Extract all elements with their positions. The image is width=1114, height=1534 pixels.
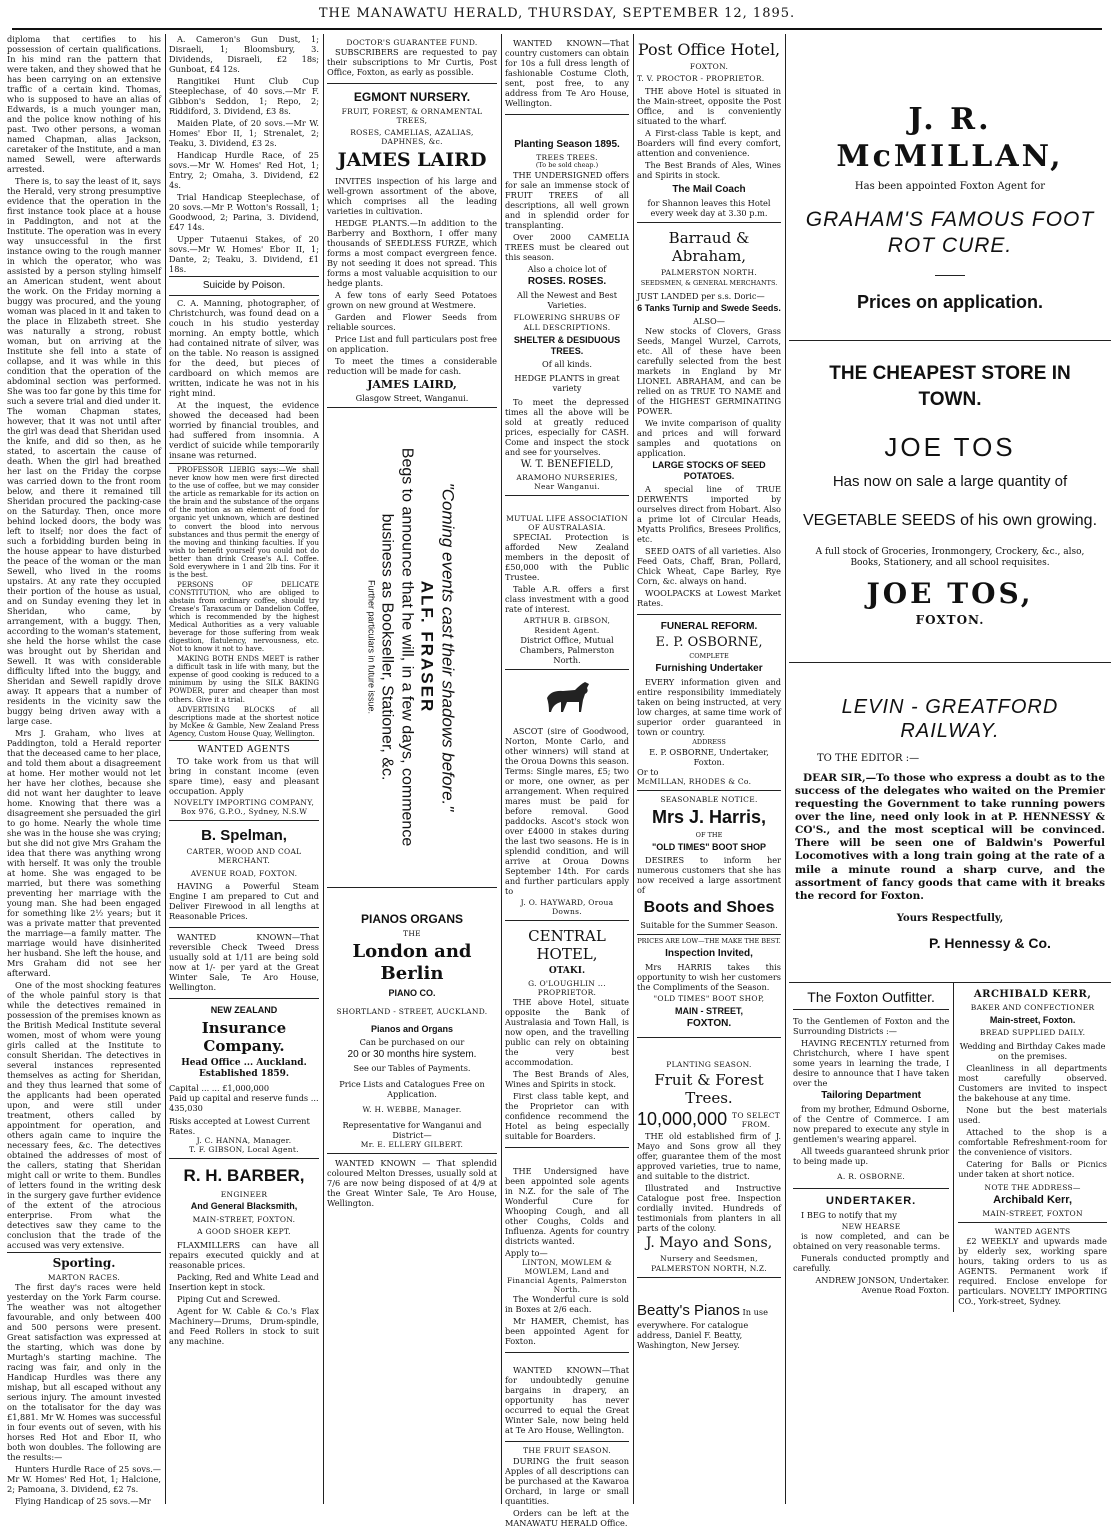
ba-body: New stocks of Clovers, Grass Seeds, Mangel Wurzel, Carrots, etc. All of these have been carefully selected from the best markets in England by Mr LIONEL ABRAHAM, and can be relied on as TRUE TO NAME and of the HIGHEST GERMINATING POWER. — [637, 325, 781, 416]
central-paragraph: The Best Brands of Ales, Wines and Spirits in stock. — [505, 1068, 629, 1089]
laird-name: JAMES LAIRD — [337, 149, 487, 172]
barber-lead: Packing, Red and White Lead and Insertion kept in stock. — [169, 1271, 319, 1292]
outfitter-ad — [789, 983, 953, 1312]
barber-shoer: A GOOD SHOER KEPT. — [197, 1227, 291, 1237]
roses-sub: All the Newest and Best Varieties. — [516, 290, 618, 311]
insurance-manager: J. C. HANNA, Manager. — [196, 1136, 292, 1146]
spelman-ad — [169, 821, 319, 928]
barber-trade: ENGINEER — [220, 1190, 268, 1200]
po-paragraph: The Best Brands of Ales, Wines and Spirits in stock. — [637, 159, 781, 180]
melton-ad — [327, 1154, 497, 1214]
inspection-body: Mrs HARRIS takes this opportunity to wish her customers the Compliments of the Season. — [637, 962, 781, 993]
funeral-address-label: ADDRESS — [692, 737, 726, 746]
column-1 — [4, 34, 164, 1504]
melton-body: WANTED KNOWN — That splendid coloured Melton Dresses, usually sold at 7/6 are now being disposed of at 4/9 at the Great Winter Sale, Te Aro House, Wellington. — [327, 1158, 497, 1209]
egmont-sub1: FRUIT, FOREST, & ORNAMENTAL TREES, — [341, 106, 483, 125]
cough-cure-ad — [505, 1148, 629, 1354]
undertaker-body: I BEG to notify that my — [801, 1209, 897, 1220]
pianos-lists: Price Lists and Catalogues Free on Application. — [339, 1078, 485, 1099]
boots-heading: Boots and Shoes — [643, 898, 775, 916]
article-paragraph: One of the most shocking features of the whole painful story is that while the detectives remained in possession of the premises known as the British Medical Institute several women, most of whom were young girls called at the Institute to consult Sheridan. The detectives in several instances represented themselves as acting for Sheridan, and they thus learned that some of the applicants had been operated upon, and were still under treatment, others called by appointment for operation, and others again came to inquire the necessary fees, &c. The detectives obtained the addresses of most of the callers, stating that Sheridan might call or write to them. Bundles of letters found in the writing desk in the surgery gave further evidence of the extent of the atrocious enterprise. From what the detectives saw they came to the conclusion that the trade of the accused was very extensive. — [7, 980, 161, 1250]
tweed-ad — [169, 928, 319, 999]
barber-body: FLAXMILLERS can have all repairs executed quickly and at reasonable prices. — [169, 1239, 319, 1270]
costume-ad — [505, 34, 629, 115]
remedy-apply: Apply to— — [505, 1247, 548, 1258]
outfitter-body: HAVING RECENTLY returned from Christchurch, where I have spent some years in learning the trade, I desire to announce that I have taken over the — [793, 1038, 950, 1089]
hennessy-signature: P. Hennessy & Co. — [929, 935, 1051, 952]
railway-letter — [789, 663, 1111, 983]
laird-signature: JAMES LAIRD, — [367, 377, 457, 391]
po-town: FOXTON. — [689, 61, 729, 71]
insurance-heading: Insurance Company. — [201, 1018, 287, 1055]
pianos-see: See our Tables of Payments. — [353, 1062, 471, 1073]
railway-body: DEAR SIR,—To those who express a doubt as to the success of the delegates who waited on the Premier requesting the Government to take running powers over the line, need only look in at P. HENNESSY & CO'S., and the most sceptical will be convinced. There will be seen one of Baldwin's Powerful Locomotives with a long train going at the rate of a mile a minute round a sharp curve, and the assortment of fancy goods that came with it breaks the record for Foxton. — [795, 771, 1105, 902]
kerr-ad — [953, 983, 1111, 1312]
kerr-bread: BREAD SUPPLIED DAILY. — [979, 1028, 1086, 1038]
remedy-body: THE Undersigned have been appointed sole agents in N.Z. for the sale of The Wonderful Cure for Whooping Cough, and all other Coughs, Colds and Influenza. Agents for country districts wanted. — [505, 1165, 629, 1246]
woolpacks-line: WOOLPACKS at Lowest Market Rates. — [637, 587, 781, 608]
funeral-or: Or to — [637, 766, 659, 777]
tweed-body: WANTED KNOWN—That reversible Check Tweed Dress usually sold at 1/11 are being sold now at 1/- per yard at the Great Winter Sale, Te Aro House, Wellington. — [169, 931, 319, 992]
ff-body: THE old established firm of J. Mayo and Sons grow all they offer, guarantee them of the most approved varieties, true to name, and suitable to the district. — [637, 1131, 781, 1182]
trees-heading: TREES TREES. — [536, 153, 598, 163]
fraser-note: Further particulars in future issue. — [367, 580, 378, 715]
mayo-sub: Nursery and Seedsmen, PALMERSTON NORTH, N.Z. — [651, 1254, 767, 1273]
sport-paragraph: Hunters Hurdle Race of 25 sovs.—Mr W. Homes' Red Hot, 1; Halcione, 2; Pamoana, 3. Dividend, £2 7s. — [7, 1463, 161, 1494]
ff-catalogue: Illustrated and Instructive Catalogue post free. Inspection cordially invited. Hundreds of testimonials from planters in all parts of the colony. — [637, 1183, 781, 1234]
barber-address: MAIN-STREET, FOXTON. — [192, 1215, 296, 1225]
joe-tos-name: JOE TOS — [884, 431, 1016, 462]
barber-name: R. H. BARBER, — [183, 1166, 305, 1186]
race-result: Rangitikei Hunt Club Cup Steeplechase, of 40 sovs.—Mr F. Gibbon's Seddon, 1; Repo, 2; Riddiford, 3. Dividend, £3 8s. — [169, 76, 319, 116]
insurance-ad — [169, 999, 319, 1160]
spelman-body: HAVING a Powerful Steam Engine I am prepared to Cut and Deliver Firewood in all lengths at Reasonable Prices. — [169, 880, 319, 921]
pianos-rep: Representative for Wanganui and District— — [342, 1119, 482, 1140]
insurance-established: Established 1859. — [199, 1069, 289, 1080]
pianos-the: THE — [403, 928, 421, 938]
laird-paragraph: Garden and Flower Seeds from reliable sources. — [327, 311, 497, 332]
harris-street: MAIN - STREET, — [674, 1005, 743, 1016]
beatty-body: In use everywhere. For catalogue address, Daniel F. Beatty, Washington, New Jersey. — [637, 1306, 768, 1351]
coach-body: for Shannon leaves this Hotel every week day at 3.30 p.m. — [647, 197, 771, 218]
pianos-purchase: Can be purchased on our — [359, 1036, 465, 1047]
roses-heading: ROSES. ROSES. — [527, 276, 607, 288]
race-result: A. Cameron's Gun Dust, 1; Disraeli, 1; Bloomsbury, 3. Dividends, Disraeli, £2 18s; Gunboat, £4 12s. — [169, 34, 319, 74]
beatty-heading: Beatty's Pianos — [637, 1301, 740, 1319]
depressed-line: To meet the depressed times all the above will be sold at greatly reduced prices, especially for CASH. Come and inspect the stock and see for yourselves. — [505, 396, 629, 457]
insurance-nz: NEW ZEALAND — [210, 1004, 278, 1015]
barraud-abraham-ad — [637, 223, 781, 615]
kerr-street: Main-street, Foxton. — [989, 1014, 1076, 1025]
funeral-trade: Furnishing Undertaker — [655, 662, 763, 674]
central-town: OTAKI. — [548, 965, 586, 976]
ba-landed: JUST LANDED per s.s. Doric— — [637, 290, 765, 301]
kerr-note: NOTE THE ADDRESS— — [984, 1182, 1081, 1192]
central-hotel-ad — [505, 921, 629, 1148]
masthead — [0, 6, 1114, 36]
yours-respectfully: Yours Respectfully, — [896, 912, 1004, 924]
fraser-quote: "Coming events cast their shadows before." — [438, 483, 458, 812]
sporting-heading: Sporting. — [7, 1252, 161, 1271]
ba-also: ALSO— — [693, 315, 725, 326]
race-result: Maiden Plate, of 20 sovs.—Mr W. Homes' Ebor II, 1; Strenalet, 2; Teaku, 3. Dividend, £3 2s. — [169, 118, 319, 148]
harris-name: Mrs J. Harris, — [651, 806, 767, 827]
central-heading: CENTRAL HOTEL, — [528, 926, 606, 964]
undertaker-heading: UNDERTAKER. — [825, 1194, 917, 1207]
funeral-body: EVERY information given and entire responsibility immediately taken on being instructed, at very low charges, at same time work of superior order guaranteed in town or country. — [637, 676, 781, 737]
central-paragraph: THE above Hotel, situate opposite the Bank of Australasia and Town Hall, is now open, and the travelling public can rely on obtaining the very best accommodation. — [505, 996, 629, 1067]
kerr-cakes: Wedding and Birthday Cakes made on the premises. — [959, 1040, 1106, 1061]
tailoring-department: Tailoring Department — [821, 1090, 922, 1102]
column-4 — [502, 34, 632, 1528]
egmont-heading: EGMONT NURSERY. — [353, 90, 471, 105]
masthead-title: THE MANAWATU HERALD, THURSDAY, SEPTEMBER 12, 1895. — [318, 6, 796, 21]
remedy-signature: LINTON, MOWLEM & MOWLEM, Land and Financial Agents, Palmerston North. — [506, 1257, 628, 1295]
harris-body: DESIRES to inform her numerous customers that she has now received a large assortment of — [637, 854, 781, 895]
harris-town: FOXTON. — [686, 1018, 732, 1030]
potato-body: A special line of TRUE DERWENTS imported by ourselves direct from Hobart. Also a prime lot of Circular Heads, Myatts Prolifics, Bresees Prolifics, etc. — [637, 483, 781, 544]
boots-sub: Suitable for the Summer Season. — [640, 920, 778, 931]
joe-tos-ad — [789, 341, 1111, 663]
wanted-agents-body-2: £2 WEEKLY and upwards made by elderly sex, working spare hours, taking orders to us as AGENTS. Permanent work if required. Enclose envelope for particulars. NOVELTY IMPORTING CO., York-street, Sydney. — [958, 1236, 1107, 1307]
graham-cure: GRAHAM'S FAMOUS FOOT ROT CURE. — [805, 208, 1095, 257]
pianos-heading: PIANOS ORGANS — [360, 911, 463, 926]
mcmillan-name: J. R. McMILLAN, — [836, 102, 1064, 174]
column-2 — [166, 34, 322, 1504]
wanted-agents-heading: WANTED AGENTS — [197, 744, 291, 755]
camelia-line: Over 2000 CAMELIA TREES must be cleared out this season. — [505, 232, 629, 263]
coffee-notices — [169, 463, 319, 738]
marton-races-heading: MARTON RACES. — [47, 1272, 121, 1282]
coach-heading: The Mail Coach — [672, 183, 746, 195]
kerr-heading: ARCHIBALD KERR, — [973, 989, 1092, 1001]
fraser-body: Begs to announce that he will, in a few days, commence business as Bookseller, Stationer, &c. — [378, 448, 416, 847]
doctors-fund-ad — [327, 34, 497, 84]
mutual-signature: ARTHUR B. GIBSON, Resident Agent. — [523, 616, 611, 635]
wanted-agents-ad — [169, 740, 319, 821]
kerr-signature-address: MAIN-STREET, FOXTON — [958, 1209, 1107, 1223]
choice-line: Also a choice lot of — [527, 264, 607, 275]
pianos-rep-name: Mr. E. ELLERY GILBERT. — [360, 1139, 464, 1149]
planting-heading: Planting Season 1895. — [514, 139, 620, 150]
planting-season: PLANTING SEASON. — [666, 1059, 752, 1069]
column-6 — [786, 34, 1114, 1504]
pianos-co: PIANO CO. — [388, 987, 436, 998]
insurance-agent: T. F. GIBSON, Local Agent. — [189, 1145, 299, 1155]
shelter-sub: Of all kinds. — [542, 358, 592, 369]
ba-trade: SEEDSMEN, & GENERAL MERCHANTS. — [640, 278, 778, 287]
laird-paragraph: To meet the times a considerable reduction will be made for cash. — [327, 355, 497, 376]
suicide-paragraph: C. A. Manning, photographer, of Christchurch, was found dead on a couch in his studio yesterday morning. An empty bottle, which had contained nitrate of silver, was on the table. No reason is assigned for the deed, but pieces of cardboard on which memos are written, indicate he was not in his right mind. — [169, 298, 319, 399]
insurance-rates: Risks accepted at Lowest Current Rates. — [169, 1116, 310, 1137]
ff-heading: Fruit & Forest Trees. — [654, 1070, 764, 1108]
pianos-terms: 20 or 30 months hire system. — [347, 1048, 477, 1060]
fund-body: SUBSCRIBERS are requested to pay their subscriptions to Mr Curtis, Post Office, Foxton, as early as possible. — [327, 47, 497, 78]
kerr-clean: Cleanliness in all departments most carefully observed. Customers are invited to inspect the bakehouse at any time. — [958, 1062, 1107, 1103]
egmont-nursery-ad — [327, 84, 497, 408]
fruit-body: DURING the fruit season Apples of all descriptions can be purchased at the Kawaroa Orchard, in large or small quantities. — [505, 1455, 629, 1506]
outfitter-tweeds: All tweeds guaranteed shrunk prior to being made up. — [793, 1146, 950, 1167]
seasonable-notice: SEASONABLE NOTICE. — [660, 794, 758, 804]
harris-of: OF THE — [695, 830, 723, 839]
trees-note: (To be sold cheap.) — [535, 161, 599, 170]
costume-body: WANTED KNOWN—That country customers can obtain for 10s a full dress length of fashionable Costume Cloth, sent, post free, to any address from Te Aro House, Wellington. — [505, 38, 629, 108]
barber-ad — [169, 1159, 319, 1351]
sport-paragraph: The first day's races were held yesterday on the York Farm course. The weather was not altogether favourable, and only between 400 and 500 persons were present. Great satisfaction was expressed at the starting, which was done by Murtagh's starting machine. The racing was fair, and only in the Handicap Hurdles was there any mishap, but all escaped without any serious injury. The amount invested on the totalisator for the day was £1,881. Mr W. Homes was successful in four events out of seven, with his horses Red Hot and Ebor II, who both won doubles. The following are the results:— — [7, 1281, 161, 1462]
pianos-sub: Pianos and Organs — [370, 1023, 454, 1034]
outfitter-signature: A. R. OSBORNE. — [793, 1172, 949, 1188]
remedy-agent: Mr HAMER, Chemist, has been appointed Agent for Foxton. — [505, 1316, 629, 1347]
kerr-cater: Catering for Balls or Picnics under taken at short notice. — [958, 1158, 1107, 1179]
pianos-name: London and Berlin — [352, 940, 472, 984]
ba-invite: We invite comparison of quality and prices and will forward samples and quotations on application. — [637, 417, 781, 458]
mutual-life-ad — [505, 496, 629, 670]
bottom-ads — [789, 983, 1111, 1312]
ascot-body: ASCOT (sire of Goodwood, Norton, Monte Carlo, and other winners) will stand at the Oroua Downs this season. Terms: Single mares, £5; two or more, one owner, as per arrangement. When required mares must be paid for before removal. Good paddocks. Ascot's stock won over £4000 in stakes during the last two seasons. He is in splendid condition, and will arrive at Oroua Downs September 14th. For cards and further particulars apply to — [505, 725, 629, 896]
mcmillan-ad — [789, 34, 1111, 341]
po-heading: Post Office Hotel, — [637, 40, 781, 59]
central-paragraph: First class table kept, and the Proprietor can with confidence recommend the Hotel as being especially suitable for Boarders. — [505, 1090, 629, 1141]
funeral-reform-ad — [637, 615, 781, 791]
laird-paragraph: Price List and full particulars post free on application. — [327, 333, 497, 354]
joe-tos-signature: JOE TOS, — [866, 576, 1034, 610]
spelman-trade: CARTER, WOOD AND COAL MERCHANT. — [186, 847, 302, 866]
notice-paragraph: PROFESSOR LIEBIG says:—We shall never know how men were first directed to the use of coffee, but we may consider the article as remarkable for its action on the brain and the substance of the organs of the motion as an element of food for organic yet unknown, which are destined to convert the blood into nervous substances and thus permit the energy of the moving and thinking faculties. If you wish to benefit yourself you could not do better than drink Crease's A.I. Coffee. Sold everywhere in 1 and 2lb tins. For it is the best. — [169, 466, 319, 579]
shrubs-line: FLOWERING SHRUBS OF ALL DESCRIPTIONS. — [513, 313, 621, 332]
barber-sub: And General Blacksmith, — [190, 1201, 298, 1212]
divider — [935, 275, 965, 276]
sport-paragraph: Flying Handicap of 25 sovs.—Mr — [15, 1495, 151, 1506]
ff-select: TO SELECT FROM. — [732, 1111, 781, 1130]
article-paragraph: There is, to say the least of it, says the Herald, very strong presumptive evidence that the operation in the first instance took place at a house in Paddington, and not at the Institute. The operation was in every way unsuccessful in the first instance owing to the rough manner in which the operator, who was assisted by a person styling himself an American student, went about the work. On the Friday morning a buggy was procured, and the young woman was placed in it and taken to the place in Elizabeth street. She was naturally a strong, robust woman, but on arriving at the Institute she fell into a state of collapse, and it was while in this condition that the operation of the abdominal section was performed. She was too far gone by this time for such a severe trial and died under it. The woman Chapman states, however, that it was not until after the girl was dead that Sheridan used the knife, and did so then, as he stated, to ascertain the cause of death. When the girl had breathed her last on the Friday the corpse was carried down to the front room below, and there it remained till Sheridan procured the packing-case on the Saturday. Then, once more behind locked doors, the body was left to itself; nor does the fact of such a forbidding burden being in the house appear to have disturbed the peace of the woman or the man Sewell, who lived in the rooms upstairs. At any rate they occupied their portion of the house as usual, and on Sunday evening they let in Sheridan, who came, by arrangement, with a buggy. Then, according to the woman's statement, she held the horse whilst the case was brought out by Sheridan and Sewell. It was with considerable difficulty lifted into the buggy, and Sheridan and Sewell rapidly drove away. It appears that a number of residents in the vicinity saw the buggy being driven away with a large case. — [7, 176, 161, 726]
notice-paragraph: ADVERTISING BLOCKS of all descriptions made at the shortest notice by McKee & Gamble, New Zealand Press Agency, Custom House Quay, Wellington. — [169, 705, 319, 738]
po-paragraph: A First-class Table is kept, and Boarders will find every comfort, attention and convenience. — [637, 127, 781, 158]
race-result: Upper Tutaenui Stakes, of 20 sovs.—Mr W. Homes' Ebor II, 1; Dante, 2; Teaku, 3. Dividend, £1 18s. — [169, 234, 319, 274]
joe-tos-stock: A full stock of Groceries, Ironmongery, Crockery, &c., also, Books, Stationery, and all school requisites. — [815, 546, 1085, 568]
suicide-paragraph: At the inquest, the evidence showed the deceased had been worried by financial troubles, and had suffered from insomnia. A verdict of suicide while temporarily insane was returned. — [169, 400, 319, 461]
ba-town: PALMERSTON NORTH. — [660, 267, 758, 277]
central-proprietor: G. O'LOUGHLIN ... PROPRIETOR. — [528, 978, 606, 997]
race-result: Trial Handicap Steeplechase, of 20 sovs.—Mr P. Wotton's Rossall, 1; Goodwood, 2; Parina, 3. Dividend, £47 14s. — [169, 192, 319, 232]
kerr-trade: BAKER AND CONFECTIONER — [970, 1003, 1095, 1013]
hedge-line: HEDGE PLANTS in great variety — [514, 372, 620, 393]
benefield-name: W. T. BENEFIELD, — [520, 458, 614, 470]
fruit-heading: THE FRUIT SEASON. — [523, 1446, 611, 1456]
mutual-table: Table A.R. offers a first class investment with a good rate of interest. — [505, 584, 629, 615]
ba-heading: Barraud & Abraham, — [668, 228, 750, 266]
laird-paragraph: HEDGE PLANTS.—In addition to the Barberry and Boxthorn, I offer many thousands of SEEDLESS FURZE, which forms a most compact evergreen fence. By not seeding it does not spread. This forms a most valuable acquisition to our hedge plants. — [327, 217, 497, 288]
ff-count-row — [637, 1109, 781, 1131]
railway-heading: LEVIN - GREATFORD RAILWAY. — [841, 695, 1059, 743]
shelter-heading: SHELTER & DESIDUOUS TREES. — [513, 334, 621, 356]
mayo-ad — [637, 1038, 781, 1278]
cheapest-store: THE CHEAPEST STORE IN TOWN. — [829, 362, 1071, 411]
article-paragraph: Mrs J. Graham, who lives at Paddington, told a Herald reporter that the deceased came to her place, and told them about a disagreement at home. Her mother would not let her have her clothes, because she did not want her daughter to leave home. Knowing that there was a disagreement she persuaded the girl to go home. Nearly the whole time she was in the house she was crying; but she did not give Mrs Graham the idea that there was anything wrong with herself. It was only the trouble at home. She was engaged to be married, but there was something preventing her marriage with the young man. She had been engaged for something like 2½ years; but it was a private matter that prevented the marriage—a family matter. The marriage would have disinherited her husband. She left the house, and Mrs Graham did not see her afterward. — [7, 728, 161, 978]
mutual-office: District Office, Mutual Chambers, Palmerston North. — [519, 634, 615, 665]
insurance-capital: Capital ... ... £1,000,000 — [169, 1083, 270, 1094]
ascot-ad — [505, 670, 629, 921]
outfitter-to: To the Gentlemen of Foxton and the Surrounding Districts :— — [793, 1016, 950, 1037]
funeral-signature: E. P. OSBORNE, Undertaker, Foxton. — [649, 746, 769, 767]
bargain-ad — [505, 1353, 629, 1442]
bargain-body: WANTED KNOWN—That for undoubtedly genuine bargains in drapery, an opportunity has never occurred to equal the Great Winter Sale, now being held at Te Aro House, Wellington. — [505, 1365, 629, 1436]
horse-icon — [537, 678, 597, 722]
vegetable-seeds: VEGETABLE SEEDS of his own growing. — [802, 512, 1098, 530]
spelman-address: AVENUE ROAD, FOXTON. — [190, 868, 298, 878]
wanted-agents-heading-2: WANTED AGENTS — [994, 1227, 1071, 1237]
fruit-orders: Orders can be left at the MANAWATU HERALD Office. — [505, 1507, 629, 1528]
outfitter-body-2: from my brother, Edmund Osborne, of the Centre of Commerce. I am now prepared to execute any style in gentlemen's wearing apparel. — [793, 1104, 950, 1145]
pianos-address: SHORTLAND - STREET, AUCKLAND. — [336, 1006, 488, 1016]
laird-paragraph: A few tons of early Seed Potatoes grown on new ground at Westmere. — [327, 289, 497, 310]
harris-shop-2: "OLD TIMES" BOOT SHOP, — [653, 994, 765, 1004]
undertaker-body-2: is now completed, and can be obtained on very reasonable terms. — [793, 1231, 950, 1252]
new-hearse: NEW HEARSE — [841, 1221, 901, 1231]
joe-tos-sale: Has now on sale a large quantity of — [832, 473, 1068, 491]
trees-body: THE UNDERSIGNED offers for sale an immense stock of FRUIT TREES of all descriptions, all well grown and in splendid order for transplanting. — [505, 170, 629, 231]
prices-on-application: Prices on application. — [856, 291, 1044, 312]
funeral-name: E. P. OSBORNE, — [655, 634, 763, 650]
funeral-sub: COMPLETE — [689, 651, 729, 660]
mutual-heading: MUTUAL LIFE ASSOCIATION OF AUSTRALASIA. — [506, 514, 628, 533]
wanted-agents-signature: NOVELTY IMPORTING COMPANY, Box 976, G.P.O., Sydney, N.S.W — [173, 797, 315, 816]
benefield-ad — [505, 115, 629, 496]
barber-pipe: Piping Cut and Screwed. — [177, 1293, 281, 1304]
harris-shop: "OLD TIMES" BOOT SHOP — [651, 841, 767, 852]
pianos-manager: W. H. WEBBE, Manager. — [362, 1104, 462, 1114]
spelman-name: B. Spelman, — [201, 826, 287, 844]
fruit-season-ad — [505, 1442, 629, 1533]
po-paragraph: THE above Hotel is situated in the Main-street, opposite the Post Office, and is conveniently situated to the wharf. — [637, 85, 781, 126]
outfitter-heading: The Foxton Outfitter. — [793, 989, 949, 1010]
egmont-sub2: ROSES, CAMELIAS, AZALIAS, DAPHNES, &c. — [350, 128, 474, 147]
article-paragraph: diploma that certifies to his possession of certain qualifications. In his mind ran the pattern that were taken, and they showed that he has been carrying on an extensive traffic of a certain kind. Thomas, who is supposed to have an alias of Edwards, is a much younger man, and the police know nothing of his past. Two other persons, a woman named Chapman, alias Jackson, caretaker of the Institute, and a man named Sewell, were afterwards arrested. — [7, 34, 161, 174]
harris-ad — [637, 791, 781, 1038]
beatty-ad — [637, 1278, 781, 1354]
remedy-sold: The Wonderful cure is sold in Boxes at 2/6 each. — [505, 1294, 629, 1315]
oats-line: SEED OATS of all varieties. Also Feed Oats, Chaff, Bran, Pollard, Chick Wheat, Cape Barley, Rye Corn, &c. always on hand. — [637, 545, 781, 586]
funeral-alt: McMILLAN, RHODES & Co. — [637, 776, 752, 786]
suicide-heading: Suicide by Poison. — [169, 276, 319, 296]
kerr-best: None but the best materials used. — [958, 1104, 1107, 1125]
kerr-signature: Archibald Kerr, — [993, 1193, 1073, 1206]
column-5 — [634, 34, 784, 1504]
kerr-room: Attached to the shop is a comfortable Refreshment-room for the convenience of visitors. — [958, 1126, 1107, 1157]
potato-heading: LARGE STOCKS OF SEED POTATOES. — [652, 459, 766, 481]
prices-line: PRICES ARE LOW—THE MAKE THE BEST. — [637, 934, 781, 946]
ff-count: 10,000,000 — [637, 1109, 728, 1130]
barber-agent: Agent for W. Cable & Co.'s Flax Machinery—Drums, Drum-spindle, and Feed Rollers in stock to suit any machine. — [169, 1305, 319, 1346]
laird-address: Glasgow Street, Wanganui. — [355, 392, 469, 403]
insurance-paid: Paid up capital and reserve funds ... 435,030 — [169, 1093, 319, 1114]
wanted-agents-body: TO take work from us that will bring in constant income (even spare time), easy and pleasant occupation. Apply — [169, 755, 319, 796]
race-result: Handicap Hurdle Race, of 25 sovs.—Mr W. Homes' Red Hot, 1; Entry, 2; Omaha, 3. Dividend, £2 4s. — [169, 150, 319, 190]
joe-tos-town: FOXTON. — [915, 613, 985, 628]
po-proprietor: T. V. PROCTOR - PROPRIETOR. — [637, 73, 765, 83]
mcmillan-appointment: Has been appointed Foxton Agent for — [854, 181, 1046, 193]
inspection-heading: Inspection Invited, — [665, 948, 753, 960]
post-office-hotel-ad — [637, 34, 781, 223]
column-3 — [324, 34, 500, 1504]
masthead-rule — [12, 28, 1102, 30]
undertaker-body-3: Funerals conducted promptly and carefully. — [793, 1253, 950, 1274]
mutual-body: SPECIAL Protection is afforded New Zealand members in the deposit of £50,000 with the Public Trustee. — [505, 532, 629, 583]
fraser-name: ALF. FRASER — [418, 581, 437, 714]
notice-paragraph: PERSONS OF DELICATE CONSTITUTION, who are obliged to abstain from ordinary coffee, should try Crease's Taraxacum or Dandelion Coffee, which is recommended by the highest Medical Authorities as a very valuable beverage for those suffering from weak digestion, flatulency, nervousness, etc. Not to know it not to have. — [169, 580, 319, 654]
pianos-ad — [327, 888, 497, 1154]
benefield-sub: ARAMOHO NURSERIES, Near Wanganui. — [516, 472, 618, 491]
fraser-announcement — [327, 408, 497, 888]
undertaker-signature: ANDREW JONSON, Undertaker. Avenue Road Foxton. — [815, 1275, 950, 1296]
mayo-heading: J. Mayo and Sons, — [645, 1235, 773, 1252]
funeral-heading: FUNERAL REFORM. — [660, 620, 758, 632]
ascot-signature: J. O. HAYWARD, Oroua Downs. — [520, 897, 614, 916]
to-the-editor: TO THE EDITOR :— — [817, 753, 920, 765]
ba-tanks: 6 Tanks Turnip and Swede Seeds. — [637, 302, 781, 313]
laird-paragraph: INVITES inspection of his large and well-grown assortment of the above, which comprises all the leading varieties in cultivation. — [327, 175, 497, 216]
notice-paragraph: MAKING BOTH ENDS MEET is rather a difficult task in life with many, but the expense of good cooking is reduced to a minimum by using the SILK BAKING POWDER, purer and cheaper than most others. Give it a trial. — [169, 655, 319, 704]
fund-heading: DOCTOR'S GUARANTEE FUND. — [346, 38, 478, 47]
insurance-office: Head Office ... Auckland. — [181, 1058, 307, 1069]
